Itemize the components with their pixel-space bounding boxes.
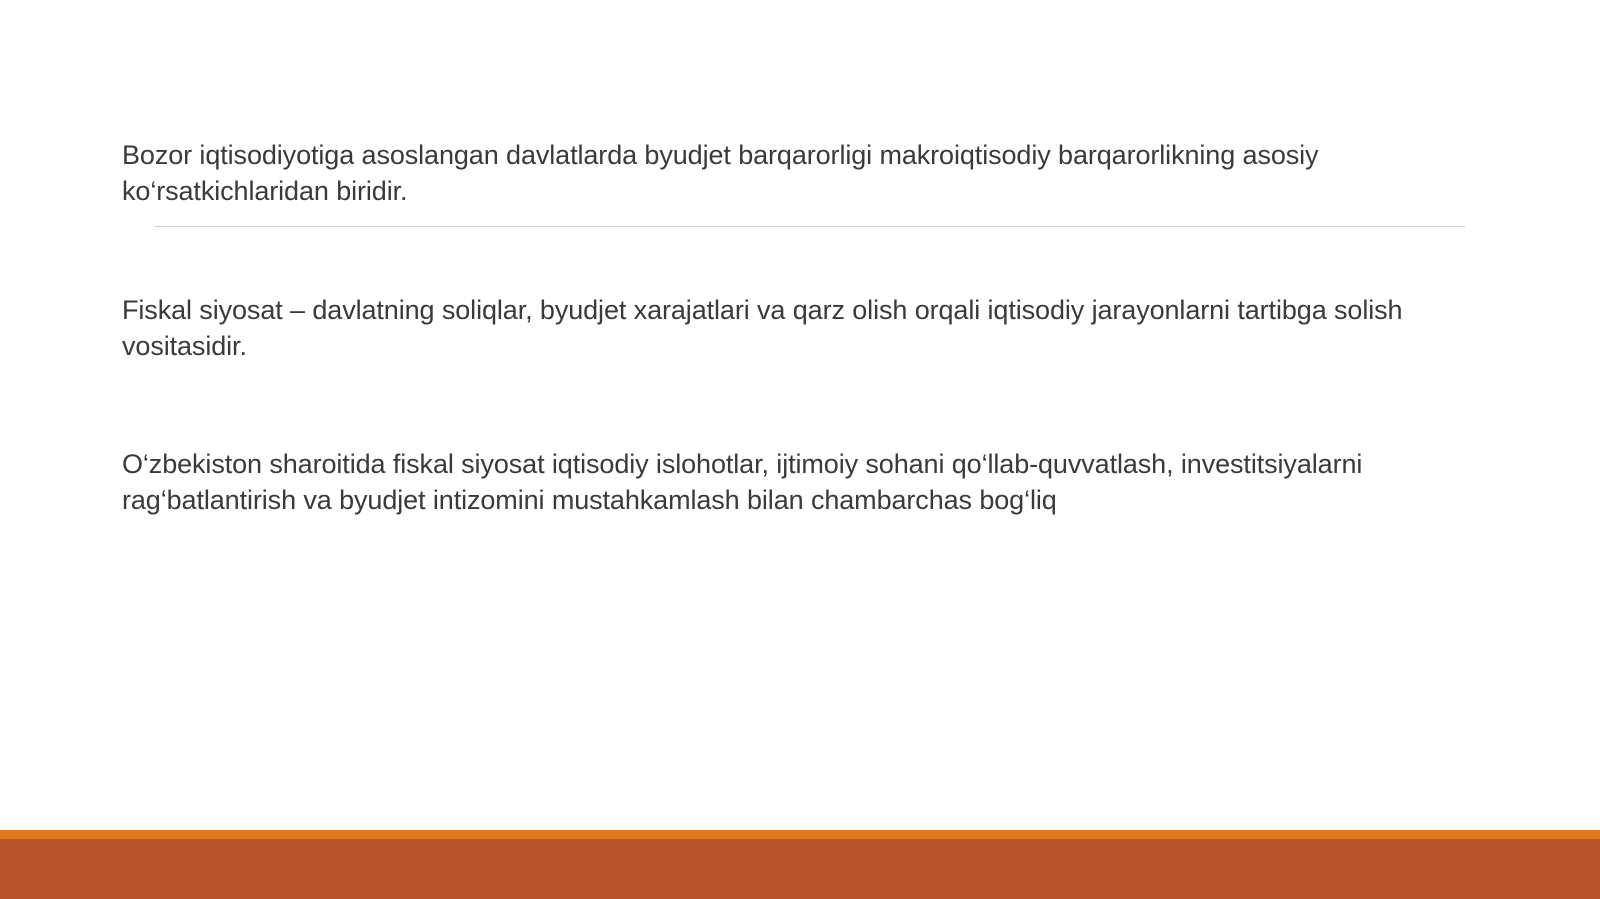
footer-accent-stripe	[0, 830, 1600, 839]
paragraph-fiscal-policy-definition: Fiskal siyosat – davlatning soliqlar, byudjet xarajatlari va qarz olish orqali iqtisodiy jarayonlarni tartibga solish vositasidir.	[122, 295, 1403, 361]
footer-bar	[0, 839, 1600, 899]
divider-line	[155, 226, 1465, 227]
paragraph-budget-stability: Bozor iqtisodiyotiga asoslangan davlatlarda byudjet barqarorligi makroiqtisodiy barqarorlikning asosiy ko‘rsatkichlaridan biridir.	[122, 140, 1319, 206]
paragraph-uzbekistan-fiscal-policy: O‘zbekiston sharoitida fiskal siyosat iqtisodiy islohotlar, ijtimoiy sohani qo‘llab-quvvatlash, investitsiyalarni rag‘batlantirish va byudjet intizomini mustahkamlash bilan chambarchas bog‘liq	[122, 449, 1363, 515]
